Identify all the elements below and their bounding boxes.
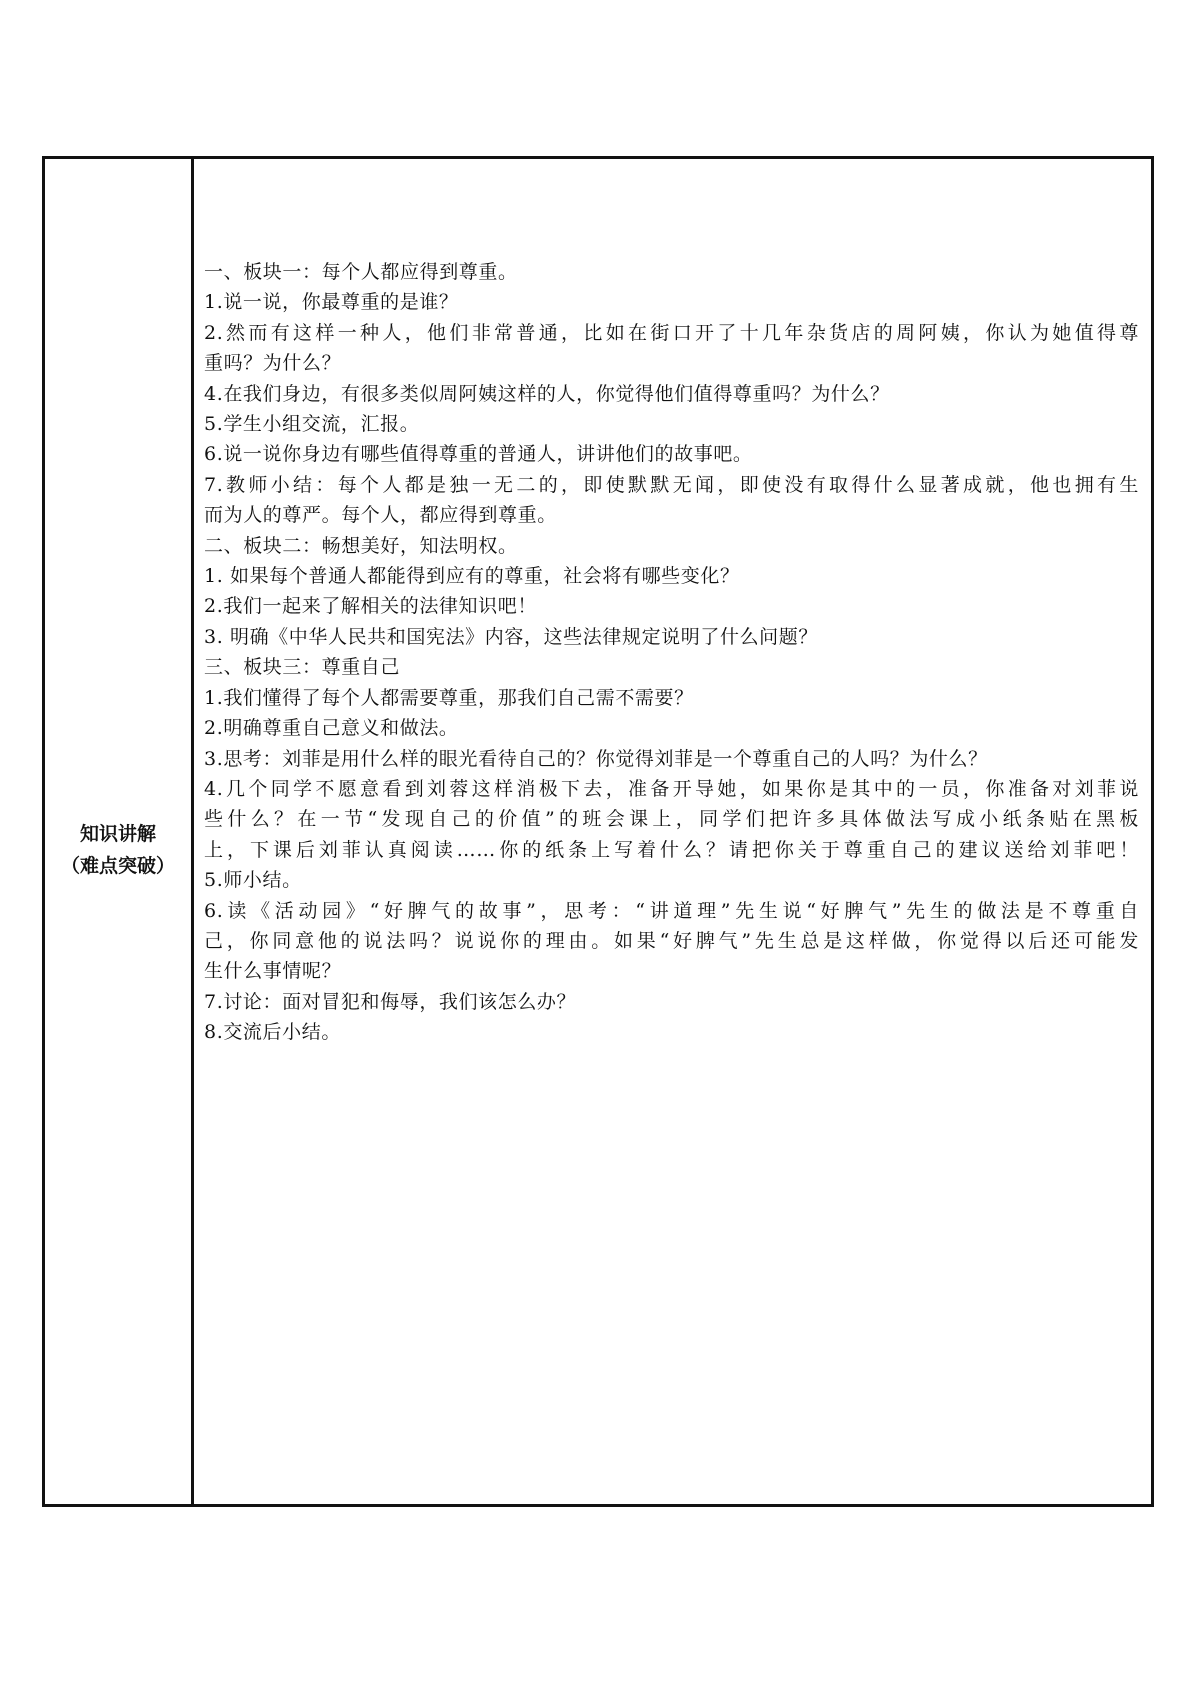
content-line: 一、板块一：每个人都应得到尊重。 bbox=[204, 261, 518, 283]
content-line: 5.学生小组交流，汇报。 bbox=[204, 413, 420, 436]
content-line: 7.教师小结：每个人都是独一无二的，即使默默无闻，即使没有取得什么显著成就，他也拥有生 bbox=[204, 473, 1139, 496]
content-line: 1.我们懂得了每个人都需要尊重，那我们自己需不需要？ bbox=[204, 686, 694, 709]
content-line: 5.师小结。 bbox=[204, 869, 302, 892]
lesson-plan-table bbox=[42, 156, 1154, 1507]
content-line: 1. 如果每个普通人都能得到应有的尊重，社会将有哪些变化？ bbox=[204, 565, 740, 588]
content-line: 4.在我们身边，有很多类似周阿姨这样的人，你觉得他们值得尊重吗？为什么？ bbox=[204, 382, 890, 405]
content-line: 二、板块二：畅想美好，知法明权。 bbox=[204, 534, 518, 557]
content-line: 三、板块三：尊重自己 bbox=[204, 656, 401, 679]
content-line: 3.思考：刘菲是用什么样的眼光看待自己的？你觉得刘菲是一个尊重自己的人吗？为什么？ bbox=[204, 747, 988, 770]
content-line: 2.我们一起来了解相关的法律知识吧！ bbox=[204, 595, 537, 618]
section-label-cell bbox=[45, 159, 194, 1504]
section-content-cell bbox=[194, 159, 1151, 1504]
content-line: 6.说一说你身边有哪些值得尊重的普通人，讲讲他们的故事吧。 bbox=[204, 443, 753, 466]
content-line: 1.说一说，你最尊重的是谁？ bbox=[204, 291, 459, 314]
content-line: 上，下课后刘菲认真阅读……你的纸条上写着什么？请把你关于尊重自己的建议送给刘菲吧！ bbox=[204, 838, 1139, 861]
content-line: 己，你同意他的说法吗？说说你的理由。如果“好脾气”先生总是这样做，你觉得以后还可能发 bbox=[204, 929, 1139, 952]
section-label-subtitle: （难点突破） bbox=[60, 854, 175, 877]
content-line: 些什么？在一节“发现自己的价值”的班会课上，同学们把许多具体做法写成小纸条贴在黑板 bbox=[204, 808, 1139, 831]
content-line: 2.明确尊重自己意义和做法。 bbox=[204, 717, 459, 740]
content-line: 而为人的尊严。每个人，都应得到尊重。 bbox=[204, 504, 557, 527]
content-line: 生什么事情呢？ bbox=[204, 960, 342, 983]
content-line: 3. 明确《中华人民共和国宪法》内容，这些法律规定说明了什么问题？ bbox=[204, 625, 818, 648]
content-line: 重吗？为什么？ bbox=[204, 352, 342, 375]
content-line: 2.然而有这样一种人，他们非常普通，比如在街口开了十几年杂货店的周阿姨，你认为她值得尊 bbox=[204, 321, 1139, 344]
section-label-title: 知识讲解 bbox=[79, 822, 156, 845]
content-line: 6.读《活动园》“好脾气的故事”，思考：“讲道理”先生说“好脾气”先生的做法是不尊重自 bbox=[204, 899, 1139, 922]
content-line: 4.几个同学不愿意看到刘蓉这样消极下去，准备开导她，如果你是其中的一员，你准备对刘菲说 bbox=[204, 777, 1139, 800]
content-line: 8.交流后小结。 bbox=[204, 1021, 341, 1044]
content-line: 7.讨论：面对冒犯和侮辱，我们该怎么办？ bbox=[204, 990, 577, 1013]
